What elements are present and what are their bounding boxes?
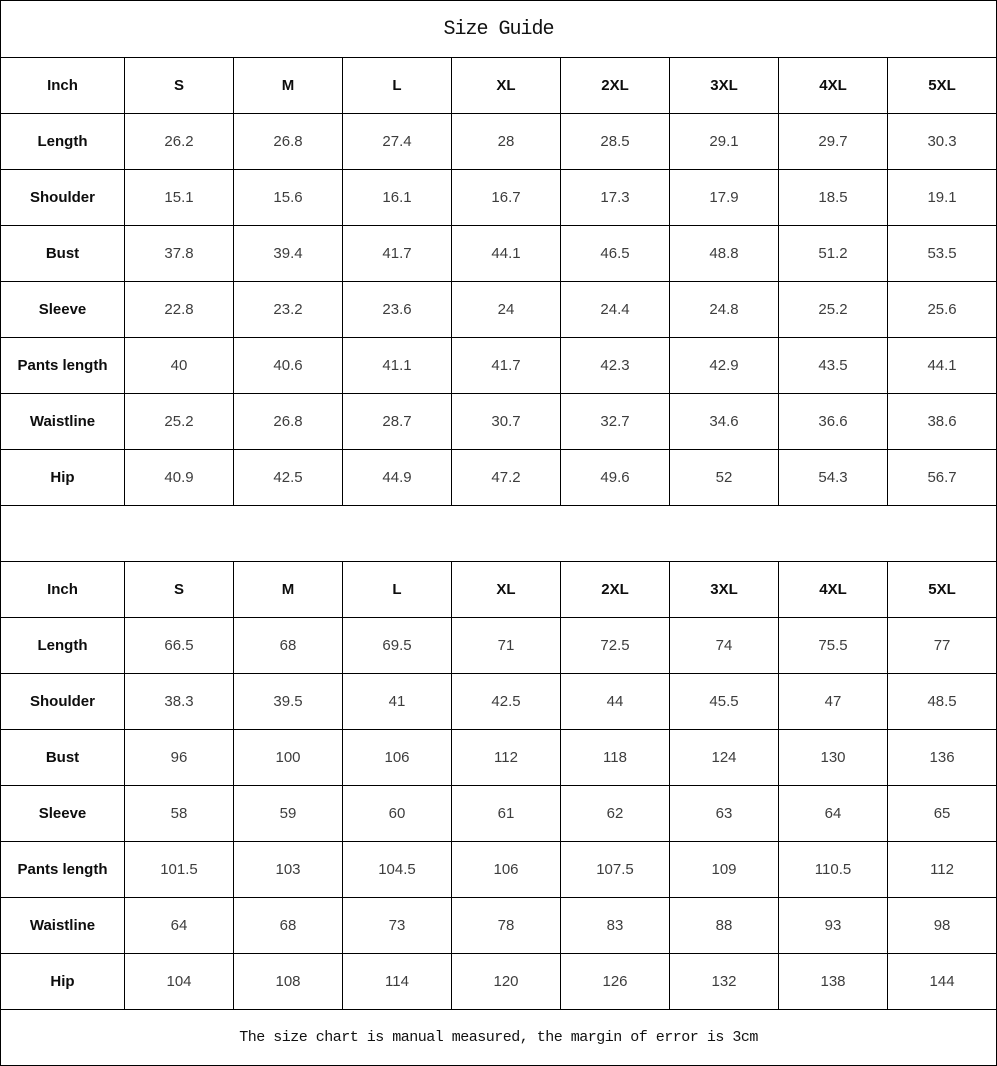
size-value-cell: 32.7 (561, 394, 670, 450)
size-header-row (1, 562, 997, 618)
size-value-cell: 74 (670, 618, 779, 674)
measurement-row (1, 618, 997, 674)
size-value-cell: 64 (779, 786, 888, 842)
size-value-cell: 112 (888, 842, 997, 898)
size-value-cell: 38.3 (125, 674, 234, 730)
size-value-cell: 112 (452, 730, 561, 786)
size-value-cell: 106 (452, 842, 561, 898)
footer-row (1, 1010, 997, 1066)
size-col-header: XL (452, 58, 561, 114)
measurement-row (1, 394, 997, 450)
size-value-cell: 118 (561, 730, 670, 786)
size-value-cell: 96 (125, 730, 234, 786)
size-value-cell: 24.8 (670, 282, 779, 338)
size-value-cell: 39.4 (234, 226, 343, 282)
size-value-cell: 100 (234, 730, 343, 786)
size-value-cell: 40.6 (234, 338, 343, 394)
measurement-label: Hip (1, 450, 125, 506)
size-value-cell: 104 (125, 954, 234, 1010)
measurement-label: Bust (1, 730, 125, 786)
size-value-cell: 58 (125, 786, 234, 842)
size-col-header: XL (452, 562, 561, 618)
measurement-row (1, 226, 997, 282)
size-col-header: L (343, 58, 452, 114)
size-value-cell: 25.2 (779, 282, 888, 338)
measurement-row (1, 170, 997, 226)
size-col-header: 2XL (561, 562, 670, 618)
size-value-cell: 41.7 (452, 338, 561, 394)
measurement-label: Pants length (1, 842, 125, 898)
measurement-label: Length (1, 114, 125, 170)
measurement-row (1, 786, 997, 842)
size-col-header: 4XL (779, 562, 888, 618)
title-row (1, 1, 997, 58)
size-value-cell: 110.5 (779, 842, 888, 898)
size-value-cell: 101.5 (125, 842, 234, 898)
size-value-cell: 44 (561, 674, 670, 730)
size-value-cell: 30.7 (452, 394, 561, 450)
measurement-label: Sleeve (1, 786, 125, 842)
size-value-cell: 29.7 (779, 114, 888, 170)
size-col-header: 5XL (888, 58, 997, 114)
measurement-label: Length (1, 618, 125, 674)
size-value-cell: 65 (888, 786, 997, 842)
size-value-cell: 126 (561, 954, 670, 1010)
size-col-header: M (234, 562, 343, 618)
size-value-cell: 68 (234, 618, 343, 674)
size-table-inches (1, 58, 997, 506)
size-col-header: 3XL (670, 58, 779, 114)
size-value-cell: 24.4 (561, 282, 670, 338)
size-value-cell: 15.1 (125, 170, 234, 226)
size-value-cell: 69.5 (343, 618, 452, 674)
size-value-cell: 49.6 (561, 450, 670, 506)
size-value-cell: 44.1 (452, 226, 561, 282)
size-value-cell: 42.5 (452, 674, 561, 730)
size-value-cell: 68 (234, 898, 343, 954)
measurement-label: Shoulder (1, 674, 125, 730)
measurement-row (1, 674, 997, 730)
size-value-cell: 28.7 (343, 394, 452, 450)
size-value-cell: 30.3 (888, 114, 997, 170)
size-value-cell: 28.5 (561, 114, 670, 170)
size-value-cell: 106 (343, 730, 452, 786)
size-value-cell: 25.6 (888, 282, 997, 338)
size-value-cell: 107.5 (561, 842, 670, 898)
size-value-cell: 56.7 (888, 450, 997, 506)
size-value-cell: 40.9 (125, 450, 234, 506)
size-value-cell: 45.5 (670, 674, 779, 730)
size-value-cell: 130 (779, 730, 888, 786)
size-value-cell: 136 (888, 730, 997, 786)
size-value-cell: 18.5 (779, 170, 888, 226)
size-value-cell: 47.2 (452, 450, 561, 506)
size-value-cell: 41.1 (343, 338, 452, 394)
size-value-cell: 59 (234, 786, 343, 842)
measurement-label: Pants length (1, 338, 125, 394)
size-value-cell: 26.8 (234, 114, 343, 170)
size-value-cell: 62 (561, 786, 670, 842)
size-value-cell: 114 (343, 954, 452, 1010)
size-value-cell: 104.5 (343, 842, 452, 898)
size-value-cell: 24 (452, 282, 561, 338)
size-value-cell: 88 (670, 898, 779, 954)
size-value-cell: 53.5 (888, 226, 997, 282)
page-title: Size Guide (1, 1, 997, 58)
table-spacer-cell (1, 506, 997, 562)
size-col-header: 2XL (561, 58, 670, 114)
measurement-row (1, 842, 997, 898)
size-value-cell: 52 (670, 450, 779, 506)
size-col-header: M (234, 58, 343, 114)
size-value-cell: 17.9 (670, 170, 779, 226)
size-value-cell: 48.8 (670, 226, 779, 282)
size-value-cell: 48.5 (888, 674, 997, 730)
size-value-cell: 71 (452, 618, 561, 674)
measurement-label: Waistline (1, 394, 125, 450)
size-value-cell: 132 (670, 954, 779, 1010)
size-value-cell: 41.7 (343, 226, 452, 282)
size-value-cell: 16.7 (452, 170, 561, 226)
unit-header-cell: Inch (1, 58, 125, 114)
size-value-cell: 28 (452, 114, 561, 170)
size-value-cell: 73 (343, 898, 452, 954)
unit-header-cell: Inch (1, 562, 125, 618)
size-value-cell: 23.6 (343, 282, 452, 338)
size-value-cell: 38.6 (888, 394, 997, 450)
size-col-header: S (125, 58, 234, 114)
size-value-cell: 60 (343, 786, 452, 842)
size-col-header: 4XL (779, 58, 888, 114)
size-value-cell: 19.1 (888, 170, 997, 226)
size-value-cell: 44.1 (888, 338, 997, 394)
size-value-cell: 98 (888, 898, 997, 954)
size-value-cell: 77 (888, 618, 997, 674)
size-value-cell: 103 (234, 842, 343, 898)
size-value-cell: 17.3 (561, 170, 670, 226)
measurement-row (1, 730, 997, 786)
size-col-header: 3XL (670, 562, 779, 618)
measurement-row (1, 338, 997, 394)
measurement-label: Sleeve (1, 282, 125, 338)
size-value-cell: 83 (561, 898, 670, 954)
size-col-header: 5XL (888, 562, 997, 618)
size-value-cell: 26.2 (125, 114, 234, 170)
size-value-cell: 63 (670, 786, 779, 842)
measurement-row (1, 954, 997, 1010)
size-value-cell: 37.8 (125, 226, 234, 282)
size-value-cell: 93 (779, 898, 888, 954)
size-value-cell: 15.6 (234, 170, 343, 226)
size-value-cell: 61 (452, 786, 561, 842)
size-value-cell: 26.8 (234, 394, 343, 450)
size-value-cell: 44.9 (343, 450, 452, 506)
size-value-cell: 42.9 (670, 338, 779, 394)
measurement-row (1, 450, 997, 506)
size-value-cell: 64 (125, 898, 234, 954)
size-value-cell: 36.6 (779, 394, 888, 450)
size-value-cell: 47 (779, 674, 888, 730)
size-value-cell: 25.2 (125, 394, 234, 450)
size-col-header: S (125, 562, 234, 618)
size-value-cell: 138 (779, 954, 888, 1010)
measurement-label: Bust (1, 226, 125, 282)
size-value-cell: 22.8 (125, 282, 234, 338)
size-value-cell: 40 (125, 338, 234, 394)
measurement-label: Shoulder (1, 170, 125, 226)
table-spacer-row (1, 506, 997, 562)
size-value-cell: 34.6 (670, 394, 779, 450)
size-value-cell: 16.1 (343, 170, 452, 226)
size-value-cell: 41 (343, 674, 452, 730)
size-value-cell: 144 (888, 954, 997, 1010)
size-value-cell: 46.5 (561, 226, 670, 282)
size-table-cm (1, 562, 997, 1010)
size-value-cell: 42.5 (234, 450, 343, 506)
size-value-cell: 27.4 (343, 114, 452, 170)
size-value-cell: 42.3 (561, 338, 670, 394)
size-value-cell: 72.5 (561, 618, 670, 674)
size-value-cell: 23.2 (234, 282, 343, 338)
measurement-row (1, 282, 997, 338)
size-value-cell: 75.5 (779, 618, 888, 674)
size-value-cell: 108 (234, 954, 343, 1010)
size-value-cell: 120 (452, 954, 561, 1010)
measurement-row (1, 898, 997, 954)
size-value-cell: 78 (452, 898, 561, 954)
measurement-label: Hip (1, 954, 125, 1010)
size-header-row (1, 58, 997, 114)
size-value-cell: 39.5 (234, 674, 343, 730)
measurement-row (1, 114, 997, 170)
footer-note: The size chart is manual measured, the margin of error is 3cm (1, 1010, 997, 1066)
size-value-cell: 54.3 (779, 450, 888, 506)
size-value-cell: 29.1 (670, 114, 779, 170)
size-value-cell: 51.2 (779, 226, 888, 282)
size-value-cell: 66.5 (125, 618, 234, 674)
size-value-cell: 109 (670, 842, 779, 898)
measurement-label: Waistline (1, 898, 125, 954)
size-value-cell: 43.5 (779, 338, 888, 394)
size-col-header: L (343, 562, 452, 618)
size-value-cell: 124 (670, 730, 779, 786)
